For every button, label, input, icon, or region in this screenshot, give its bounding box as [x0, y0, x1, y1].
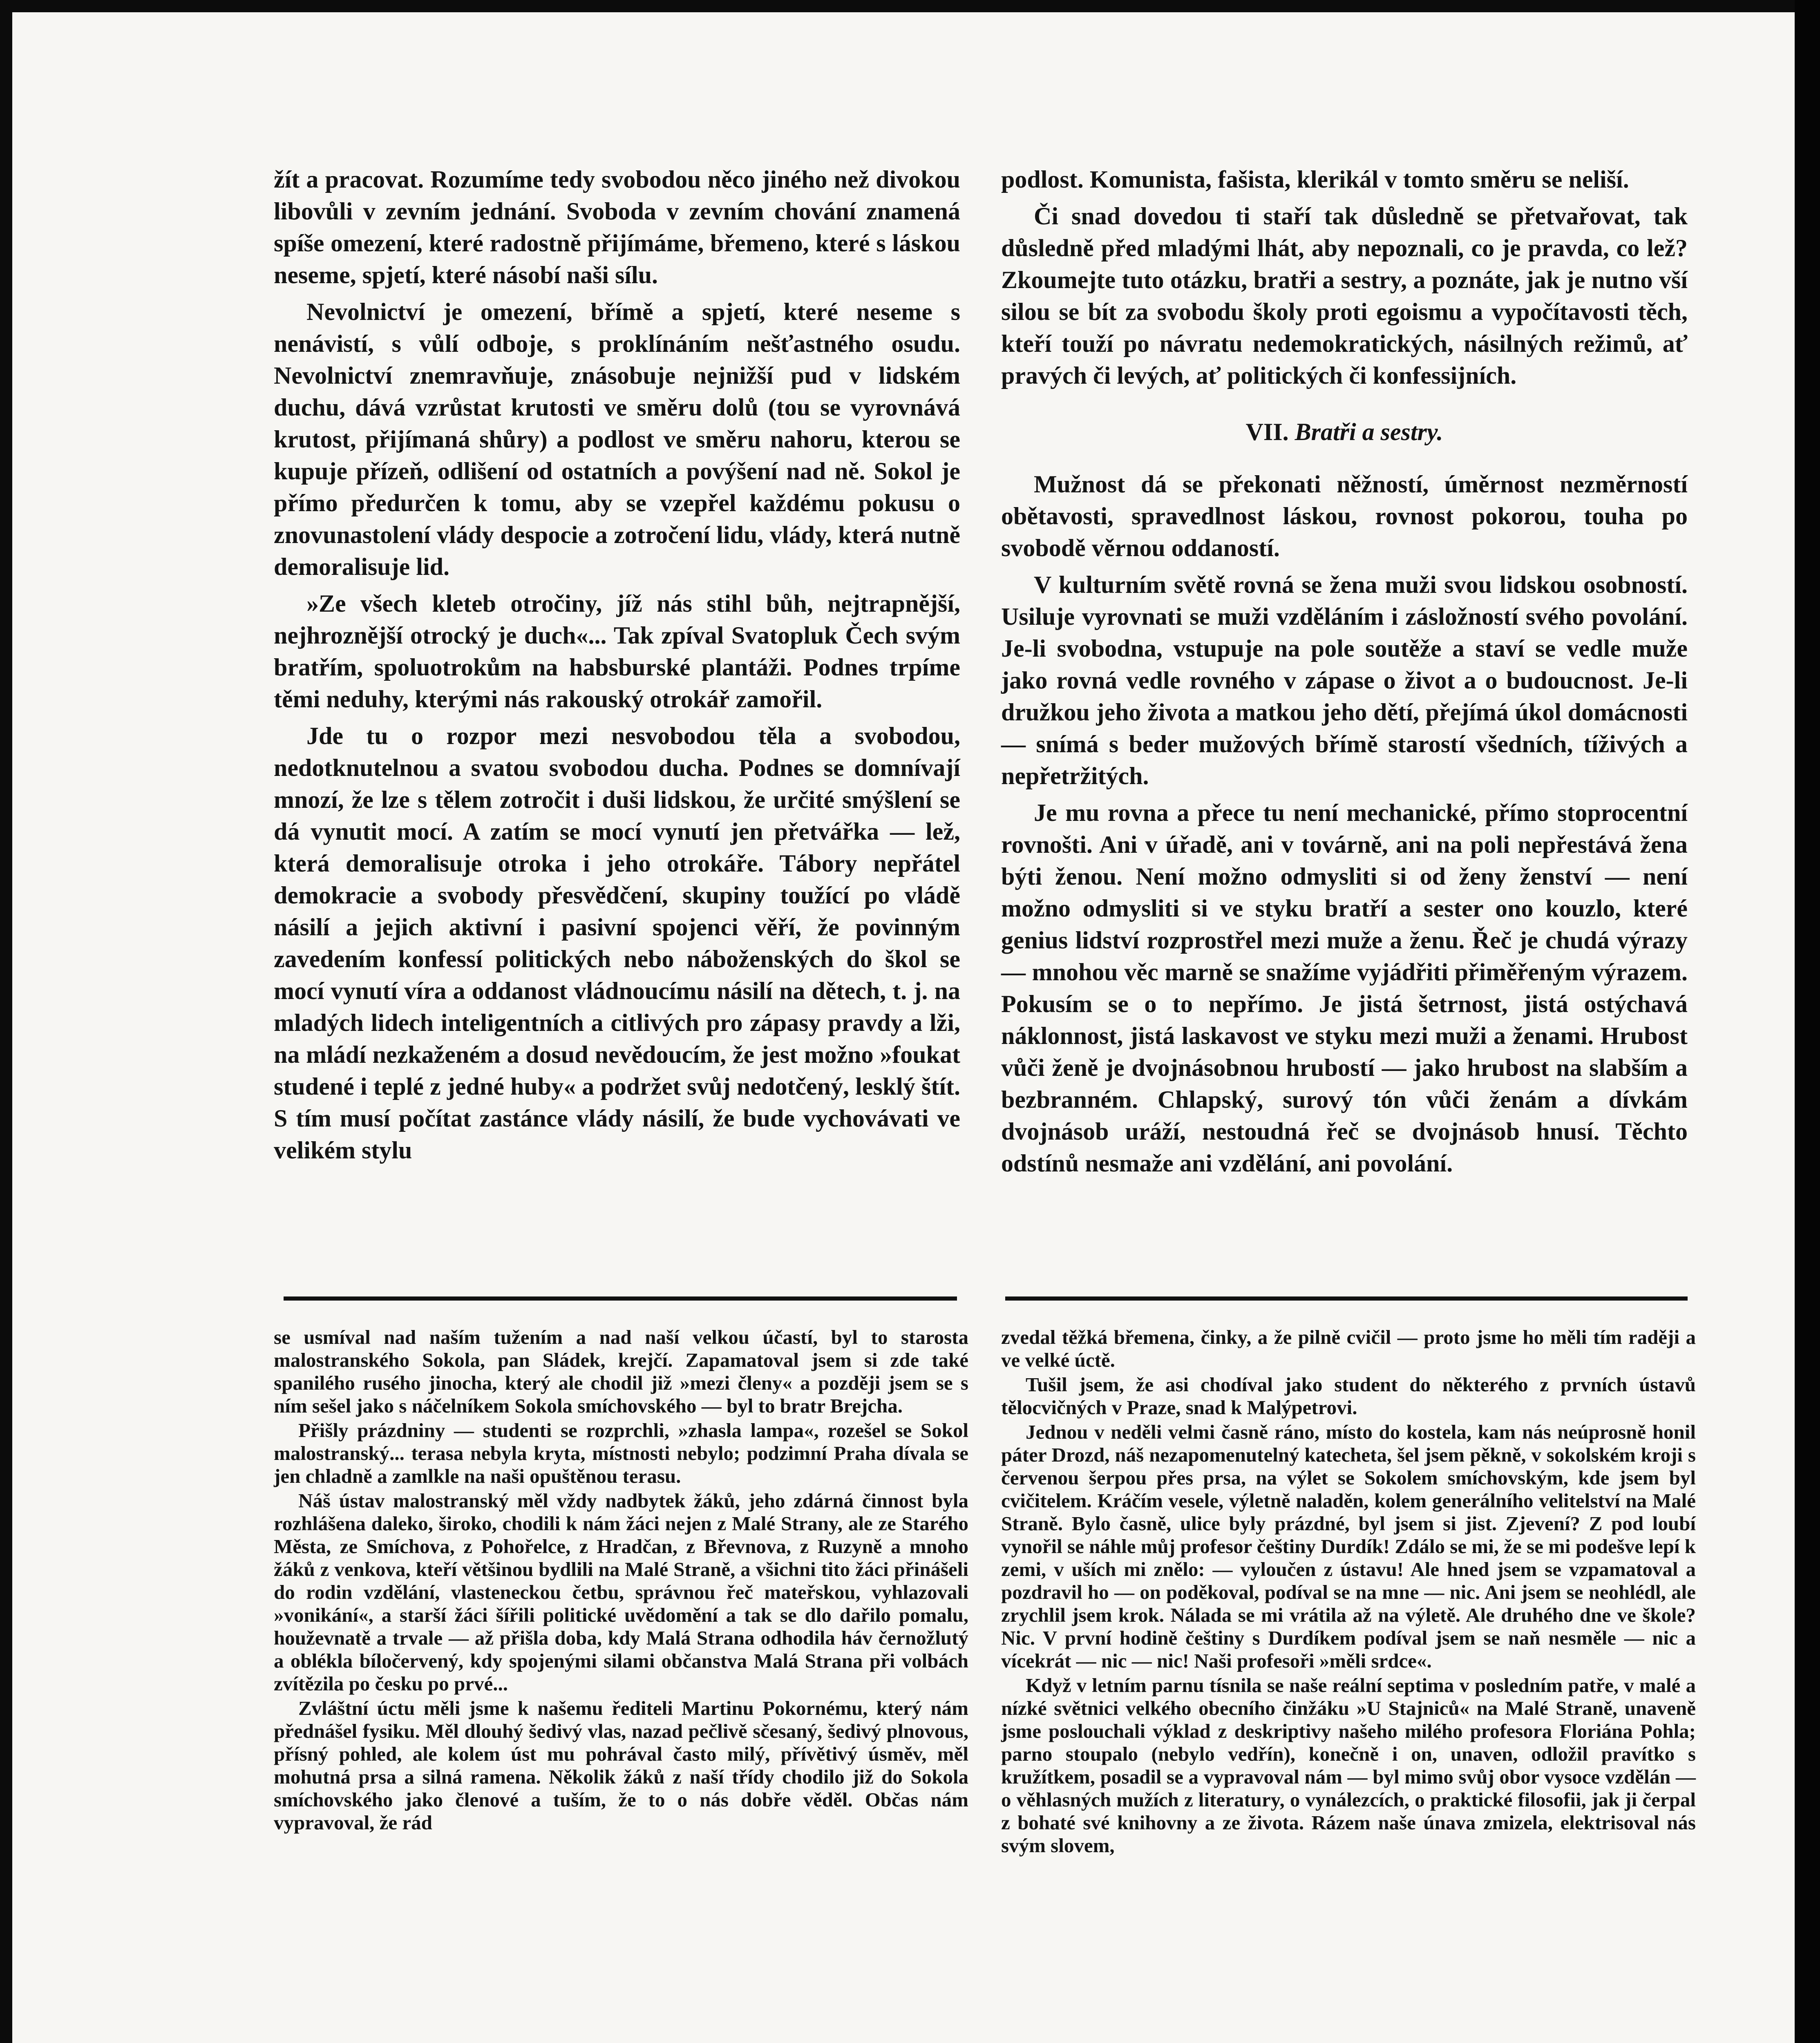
scan-border-right [1795, 0, 1820, 2043]
paragraph: Je mu rovna a přece tu není mechanické, přímo stoprocentní rovnošti. Ani v úřadě, ani v továrně, ani na poli nepřestává žena býti ženou. Není možno odmysliti si od ženy ženství — není možno odmysliti si ve styku bratří a sester ono kouzlo, které genius lidství rozprostřel mezi muže a ženu. Řeč je chudá výrazy — mnohou věc marně se snažíme vyjádřiti přiměřeným výrazem. Pokusím se o to nepřímo. Je jistá šetrnost, jistá ostýchavá náklonnost, jistá laskavost ve styku mezi muži a ženami. Hrubost vůči ženě je dvojnásobnou hrubostí — jako hrubost na slabším a bezbranném. Chlapský, surový tón vůči ženám a dívkám dvojnásob uráží, nestoudná řeč se dvojnásob hnusí. Těchto odstínů nesmaže ani vzdělání, ani povolání. [1001, 799, 1688, 1177]
paragraph: žít a pracovat. Rozumíme tedy svobodou něco jiného než divokou libovůli v zevním jednání. Svoboda v zevním chování znamená spíše omezení, které radostně přijímáme, břemeno, které s láskou neseme, spjetí, které násobí naši sílu. [274, 166, 960, 288]
paragraph: »Ze všech kleteb otročiny, jíž nás stihl bůh, nejtrapnější, nejhroznější otrocký je duch«... Tak zpíval Svatopluk Čech svým bratřím, spoluotrokům na habsburské plantáži. Podnes trpíme těmi neduhy, kterými nás rakouský otrokář zamořil. [274, 590, 960, 713]
divider-left [284, 1296, 957, 1301]
top-right-column [1001, 163, 1688, 1184]
top-right-section-a [1001, 163, 1688, 391]
scan-border-left [0, 0, 12, 2043]
paragraph: Tušil jsem, že asi chodíval jako student do některého z prvních ústavů tělocvičných v Praze, snad k Malýpetrovi. [1001, 1373, 1696, 1419]
bottom-left-column [274, 1326, 968, 1836]
paragraph: Jednou v neděli velmi časně ráno, místo do kostela, kam nás neúprosně honil páter Drozd, náš nezapomenutelný katecheta, šel jsem pěkně, v sokolském kroji s červenou šerpou přes prsa, na výlet se Sokolem smíchovským, kde jsem byl cvičitelem. Kráčím vesele, výletně naladěn, kolem generálního velitelství na Malé Straně. Bylo časně, ulice byly prázdné, byl jsem si jist. Zjevení? Z pod loubí vynořil se náhle můj profesor češtiny Durdík! Zdálo se mi, že se mi podešve lepí k zemi, v uších mi znělo: — vyloučen z ústavu! Ale hned jsem se vzpamatoval a pozdravil ho — on poděkoval, podíval se na mne — nic. Ani jsem se neohlédl, ale zrychlil jsem krok. Nálada se mi vrátila až na výletě. Ale druhého dne ve škole? Nic. V první hodině češtiny s Durdíkem podíval jsem se naň nesměle — nic a vícekrát — nic — nic! Naši profesoři »měli srdce«. [1001, 1421, 1696, 1672]
top-right-section-b [1001, 468, 1688, 1179]
bottom-right-column [1001, 1326, 1696, 1859]
section-heading [1001, 416, 1688, 448]
scan-border-top [0, 0, 1820, 12]
section-title: Bratři a sestry. [1295, 418, 1443, 445]
divider-right [1005, 1296, 1688, 1301]
page [12, 0, 1820, 2043]
paragraph: Když v letním parnu tísnila se naše reální septima v posledním patře, v malé a nízké světnici velkého obecního činžáku »U Stajniců« na Malé Straně, unaveně jsme poslouchali výklad z deskriptivy našeho milého profesora Floriána Pohla; parno stoupalo (nebylo vedřín), konečně i on, unaven, odložil pravítko s kružítkem, posadil se a vypravoval nám — byl mimo svůj obor vysoce vzdělán — o věhlasných mužích z literatury, o vynálezcích, o praktické filosofii, jak ji čerpal z bohaté své knihovny a ze života. Rázem naše únava zmizela, elektrisoval nás svým slovem, [1001, 1674, 1696, 1857]
paragraph: zvedal těžká břemena, činky, a že pilně cvičil — proto jsme ho měli tím raději a ve velké úctě. [1001, 1326, 1696, 1371]
paragraph: Mužnost dá se překonati něžností, úměrnost nezměrností obětavosti, spravedlnost láskou, rovnost pokorou, touha po svobodě věrnou oddaností. [1001, 471, 1688, 561]
paragraph: Náš ústav malostranský měl vždy nadbytek žáků, jeho zdárná činnost byla rozhlášena daleko, široko, chodili k nám žáci nejen z Malé Strany, ale ze Starého Města, ze Smíchova, z Pohořelce, z Hradčan, z Břevnova, z Ruzyně a mnoho žáků z venkova, kteří většinou bydlili na Malé Straně, a všichni tito žáci přinášeli do rodin vzdělání, vlasteneckou četbu, správnou řeč mateřskou, vyhlazovali »vonikání«, a starší žáci šířili politické uvědomění a tak se dlo dařilo pomalu, houževnatě a trvale — až přišla doba, kdy Malá Strana odhodila háv černožlutý a oblékla bíločervený, kdy spojenými silami občanstva Malá Strana při volbách zvítězila po česku po prvé... [274, 1489, 968, 1695]
paragraph: Zvláštní úctu měli jsme k našemu řediteli Martinu Pokornému, který nám přednášel fysiku. Měl dlouhý šedivý vlas, nazad pečlivě sčesaný, šedivý plnovous, přísný pohled, ale kolem úst mu pohrával často milý, přívětivý úsměv, měl mohutná prsa a silná ramena. Několik žáků z naší třídy chodilo již do Sokola smíchovského jako členové a tuším, že to o nás dobře věděl. Občas nám vypravoval, že rád [274, 1697, 968, 1834]
paragraph: V kulturním světě rovná se žena muži svou lidskou osobností. Usiluje vyrovnati se muži vzděláním i zásložností svého povolání. Je-li svobodna, vstupuje na pole soutěže a staví se vedle muže jako rovná vedle rovného v zápase o život a o budoucnost. Je-li družkou jeho života a matkou jeho dětí, přejímá úkol domácnosti — snímá s beder mužových břímě starostí všedních, tíživých a nepřetržitých. [1001, 571, 1688, 789]
paragraph: Přišly prázdniny — studenti se rozprchli, »zhasla lampa«, rozešel se Sokol malostranský... terasa nebyla kryta, místnosti nebylo; podzimní Praha dívala se jen chladně a zamlkle na naši opuštěnou terasu. [274, 1419, 968, 1487]
paragraph: podlost. Komunista, fašista, klerikál v tomto směru se neliší. [1001, 166, 1629, 193]
top-left-column [274, 163, 960, 1171]
paragraph: Nevolnictví je omezení, břímě a spjetí, které neseme s nenávistí, s vůlí odboje, s proklínáním nešťastného osudu. Nevolnictví znemravňuje, znásobuje nejnižší pud v lidském duchu, dává vzrůstat krutosti ve směru dolů (tou se vyrovnává krutost, přijímaná shůry) a podlost ve směru nahoru, kterou se kupuje přízeň, odlišení od ostatních a povýšení nad ně. Sokol je přímo předurčen k tomu, aby se vzepřel každému pokusu o znovunastolení vlády despocie a zotročení lidu, vlády, která nutně demoralisuje lid. [274, 298, 960, 580]
paragraph: se usmíval nad naším tužením a nad naší velkou účastí, byl to starosta malostranského Sokola, pan Sládek, krejčí. Zapamatoval jsem si zde také spanilého rusého jinocha, který ale chodil již »mezi členy« a později jsem se s ním sešel jako s náčelníkem Sokola smíchovského — byl to bratr Brejcha. [274, 1326, 968, 1417]
section-number: VII. [1245, 418, 1289, 445]
paragraph: Jde tu o rozpor mezi nesvobodou těla a svobodou, nedotknutelnou a svatou svobodou ducha. Podnes se domnívají mnozí, že lze s tělem zotročit i duši lidskou, že určité smýšlení se dá vynutit mocí. A zatím se mocí vynutí jen přetvářka — lež, která demoralisuje otroka i jeho otrokáře. Tábory nepřátel demokracie a svobody přesvědčení, skupiny toužící po vládě násilí a jejich aktivní i pasivní spojenci věří, že povinným zavedením konfessí politických nebo náboženských do škol se mocí vynutí víra a oddanost vládnoucímu násilí na dětech, t. j. na mladých lidech inteligentních a citlivých pro zápasy pravdy a lži, na mládí nezkaženém a dosud nevědoucím, že jest možno »foukat studené i teplé z jedné huby« a podržet svůj nedotčený, lesklý štít. S tím musí počítat zastánce vlády násilí, že bude vychovávati ve velikém stylu [274, 722, 960, 1164]
paragraph: Či snad dovedou ti staří tak důsledně se přetvařovat, tak důsledně před mladými lhát, aby nepoznali, co je pravda, co lež? Zkoumejte tuto otázku, bratři a sestry, a poznáte, jak je nutno vší silou se bít za svobodu školy proti egoismu a vypočítavosti těch, kteří touží po návratu nedemokratických, násilných režimů, ať pravých či levých, ať politických či konfessijních. [1001, 203, 1688, 389]
